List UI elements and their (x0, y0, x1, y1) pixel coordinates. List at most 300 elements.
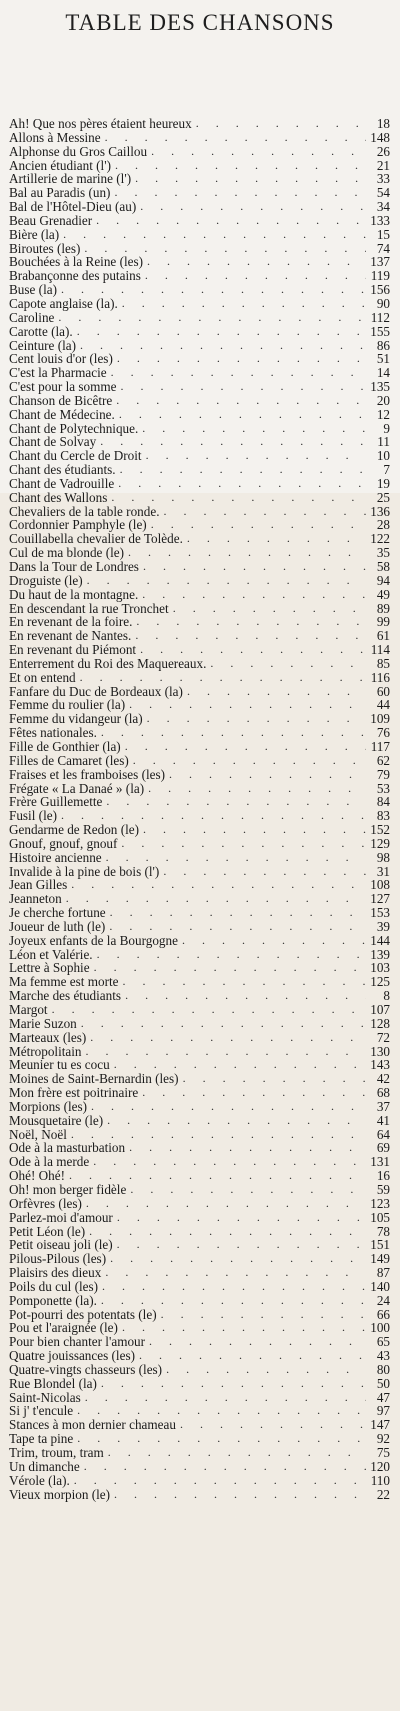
page-number: 47 (376, 1389, 390, 1405)
dot-leader (71, 878, 366, 892)
page-number: 43 (376, 1348, 390, 1364)
dot-leader (120, 463, 366, 477)
toc-entry (9, 975, 390, 989)
page-number: 37 (376, 1098, 390, 1114)
toc-entry (9, 1460, 390, 1474)
song-title: Morpions (les) (9, 1098, 88, 1114)
dot-leader (94, 961, 366, 975)
song-title: Si j' t'encule (9, 1403, 74, 1419)
song-title: Joyeux enfants de la Bourgogne (9, 932, 178, 948)
song-title: Du haut de la montagne. (9, 586, 139, 602)
page-number: 117 (370, 738, 390, 754)
dot-leader (147, 255, 366, 269)
dot-leader (89, 1225, 366, 1239)
song-title: Marie Suzon (9, 1015, 77, 1031)
dot-leader (166, 1363, 366, 1377)
song-title: Chant des étudiants. (9, 462, 116, 478)
song-title: Chant du Cercle de Droit (9, 448, 142, 464)
dot-leader (101, 1377, 366, 1391)
toc-entry (9, 712, 390, 726)
toc-entry (9, 1391, 390, 1405)
dot-leader (85, 1391, 366, 1405)
table-of-contents (9, 117, 390, 1501)
dot-leader (52, 1003, 366, 1017)
page-number: 25 (376, 489, 390, 505)
song-title: Un dimanche (9, 1458, 80, 1474)
song-title: Cordonnier Pamphyle (le) (9, 517, 147, 533)
dot-leader (151, 518, 366, 532)
song-title: C'est pour la somme (9, 379, 117, 395)
toc-entry (9, 1308, 390, 1322)
page-number: 143 (370, 1057, 390, 1073)
dot-leader (108, 1446, 366, 1460)
toc-entry (9, 463, 390, 477)
dot-leader (90, 1031, 366, 1045)
dot-leader (139, 1349, 366, 1363)
dot-leader (107, 1114, 366, 1128)
page-number: 103 (370, 960, 390, 976)
toc-entry (9, 906, 390, 920)
dot-leader (105, 131, 366, 145)
page-number: 69 (376, 1140, 390, 1156)
song-title: Joueur de luth (le) (9, 918, 106, 934)
page-number: 151 (370, 1237, 390, 1253)
page-number: 18 (376, 116, 390, 131)
page-number: 99 (376, 614, 390, 630)
song-title: Chevaliers de la table ronde. (9, 503, 160, 519)
toc-entry (9, 1155, 390, 1169)
page-number: 60 (376, 683, 390, 699)
dot-leader (97, 948, 366, 962)
toc-entry (9, 615, 390, 629)
song-title: Quatre jouissances (les) (9, 1348, 135, 1364)
toc-entry (9, 269, 390, 283)
page-number: 136 (370, 503, 390, 519)
page-number: 26 (376, 143, 390, 159)
song-title: Jean Gilles (9, 877, 68, 893)
song-title: Ceinture (la) (9, 337, 77, 353)
song-title: Gnouf, gnouf, gnouf (9, 835, 118, 851)
dot-leader (143, 823, 366, 837)
page-number: 78 (376, 1223, 390, 1239)
page-number: 64 (376, 1126, 390, 1142)
toc-entry (9, 1432, 390, 1446)
toc-entry (9, 602, 390, 616)
page-number: 87 (376, 1265, 390, 1281)
song-title: Fêtes nationales. (9, 725, 97, 741)
toc-entry (9, 1294, 390, 1308)
song-title: Bouchées à la Reine (les) (9, 254, 144, 270)
toc-entry (9, 435, 390, 449)
page-number: 123 (370, 1195, 390, 1211)
dot-leader (114, 186, 366, 200)
toc-entry (9, 1197, 390, 1211)
song-title: Bal de l'Hôtel-Dieu (au) (9, 199, 137, 215)
song-title: Biroutes (les) (9, 240, 81, 256)
toc-entry (9, 1114, 390, 1128)
dot-leader (161, 1308, 366, 1322)
page-title: TABLE DES CHANSONS (65, 10, 335, 35)
song-title: C'est la Pharmacie (9, 365, 107, 381)
dot-leader (114, 1058, 366, 1072)
song-title: Bal au Paradis (un) (9, 185, 111, 201)
song-title: Bière (la) (9, 226, 60, 242)
song-title: Chant des Wallons (9, 489, 108, 505)
toc-entry (9, 242, 390, 256)
dot-leader (140, 200, 366, 214)
dot-leader (146, 449, 366, 463)
page-number: 94 (376, 572, 390, 588)
toc-entry (9, 117, 390, 131)
page-number: 34 (376, 199, 390, 215)
dot-leader (110, 1252, 366, 1266)
toc-entry (9, 560, 390, 574)
page-number: 152 (370, 822, 390, 838)
toc-entry (9, 200, 390, 214)
toc-entry (9, 1031, 390, 1045)
song-title: Je cherche fortune (9, 905, 106, 921)
page-number: 28 (376, 517, 390, 533)
dot-leader (100, 435, 366, 449)
song-title: Quatre-vingts chasseurs (les) (9, 1361, 163, 1377)
page-number: 11 (377, 434, 390, 450)
toc-entry (9, 159, 390, 173)
song-title: Moines de Saint-Bernardin (les) (9, 1071, 179, 1087)
song-title: Femme du vidangeur (la) (9, 711, 143, 727)
page-number: 19 (376, 475, 390, 491)
toc-entry (9, 228, 390, 242)
toc-entry (9, 145, 390, 159)
dot-leader (80, 339, 366, 353)
page-number: 24 (376, 1292, 390, 1308)
toc-entry (9, 422, 390, 436)
dot-leader (109, 920, 366, 934)
page-number: 65 (376, 1334, 390, 1350)
dot-leader (77, 1432, 366, 1446)
toc-entry (9, 726, 390, 740)
toc-entry (9, 1446, 390, 1460)
song-title: Poils du cul (les) (9, 1278, 99, 1294)
toc-entry (9, 1363, 390, 1377)
dot-leader (84, 1460, 366, 1474)
dot-leader (86, 1045, 366, 1059)
toc-entry (9, 588, 390, 602)
song-title: Orfèvres (les) (9, 1195, 82, 1211)
toc-entry (9, 1128, 390, 1142)
page-number: 86 (376, 337, 390, 353)
page-number: 155 (370, 323, 390, 339)
dot-leader (122, 297, 366, 311)
toc-entry (9, 283, 390, 297)
page-number: 97 (376, 1403, 390, 1419)
song-title: Gendarme de Redon (le) (9, 822, 139, 838)
song-title: En revenant de Nantes. (9, 628, 132, 644)
page-number: 66 (376, 1306, 390, 1322)
page-number: 129 (370, 835, 390, 851)
song-title: Chant de Médecine. (9, 406, 115, 422)
page-number: 76 (376, 725, 390, 741)
toc-entry (9, 1474, 390, 1488)
toc-entry (9, 505, 390, 519)
toc-entry (9, 989, 390, 1003)
song-title: Vérole (la). (9, 1472, 70, 1488)
dot-leader (151, 145, 366, 159)
page-number: 33 (376, 171, 390, 187)
toc-entry (9, 394, 390, 408)
song-title: Invalide à la pine de bois (l') (9, 863, 160, 879)
dot-leader (180, 1418, 366, 1432)
page-number: 44 (376, 697, 390, 713)
toc-entry (9, 311, 390, 325)
page-number: 90 (376, 295, 390, 311)
song-title: Chanson de Bicêtre (9, 392, 113, 408)
page-number: 7 (383, 462, 390, 478)
toc-entry (9, 892, 390, 906)
toc-entry (9, 214, 390, 228)
song-title: Filles de Camaret (les) (9, 752, 129, 768)
toc-entry (9, 1141, 390, 1155)
page-number: 140 (370, 1278, 390, 1294)
page-number: 130 (370, 1043, 390, 1059)
page-number: 75 (376, 1445, 390, 1460)
song-title: Ancien étudiant (l') (9, 157, 111, 173)
toc-entry (9, 1211, 390, 1225)
page-number: 135 (370, 379, 390, 395)
song-title: Margot (9, 1002, 48, 1017)
page-number: 50 (376, 1375, 390, 1391)
dot-leader (133, 754, 366, 768)
dot-leader (122, 1321, 366, 1335)
song-title: Parlez-moi d'amour (9, 1209, 113, 1225)
dot-leader (80, 671, 366, 685)
dot-leader (58, 311, 366, 325)
song-title: Cent louis d'or (les) (9, 351, 113, 367)
page-number: 15 (376, 226, 390, 242)
dot-leader (116, 394, 366, 408)
dot-leader (61, 283, 366, 297)
page-number: 122 (370, 531, 390, 547)
toc-entry (9, 1488, 390, 1502)
toc-entry (9, 186, 390, 200)
song-title: Léon et Valérie. (9, 946, 93, 962)
song-title: Lettre à Sophie (9, 960, 90, 976)
song-title: Enterrement du Roi des Maquereaux. (9, 655, 207, 671)
page-number: 153 (370, 905, 390, 921)
dot-leader (142, 588, 366, 602)
song-title: Frère Guillemette (9, 794, 103, 810)
song-title: Cul de ma blonde (le) (9, 545, 124, 561)
dot-leader (148, 782, 366, 796)
dot-leader (84, 242, 366, 256)
song-title: Artillerie de marine (l') (9, 171, 132, 187)
page-number: 125 (370, 974, 390, 990)
toc-entry (9, 948, 390, 962)
page-number: 39 (376, 918, 390, 934)
song-title: Couillabella chevalier de Tolède. (9, 531, 183, 547)
song-title: Brabançonne des putains (9, 268, 141, 284)
song-title: Trim, troum, tram (9, 1445, 104, 1460)
song-title: Carotte (la). (9, 323, 73, 339)
song-title: Histoire ancienne (9, 849, 102, 865)
dot-leader (169, 768, 366, 782)
dot-leader (66, 892, 366, 906)
page-number: 120 (370, 1458, 390, 1474)
page-number: 53 (376, 780, 390, 796)
page-number: 14 (376, 365, 390, 381)
toc-entry (9, 131, 390, 145)
toc-entry (9, 380, 390, 394)
dot-leader (81, 1017, 366, 1031)
dot-leader (111, 491, 366, 505)
song-title: Pilous-Pilous (les) (9, 1251, 107, 1267)
page-number: 89 (376, 600, 390, 616)
toc-entry (9, 865, 390, 879)
dot-leader (164, 505, 367, 519)
song-title: Ode à la merde (9, 1154, 90, 1170)
dot-leader (86, 1197, 366, 1211)
toc-entry (9, 352, 390, 366)
dot-leader (196, 117, 366, 131)
dot-leader (125, 989, 366, 1003)
page-number: 147 (370, 1417, 390, 1433)
toc-entry (9, 1377, 390, 1391)
song-title: Jeanneton (9, 891, 62, 907)
dot-leader (149, 1335, 366, 1349)
dot-leader (129, 698, 366, 712)
song-title: En descendant la rue Tronchet (9, 600, 169, 616)
dot-leader (69, 1169, 366, 1183)
dot-leader (210, 657, 366, 671)
toc-entry (9, 1045, 390, 1059)
song-title: Ma femme est morte (9, 974, 119, 990)
dot-leader (77, 325, 366, 339)
song-title: Tape ta pine (9, 1431, 74, 1447)
page-number: 59 (376, 1181, 390, 1197)
song-title: Noël, Noël (9, 1126, 67, 1142)
song-title: Marteaux (les) (9, 1029, 87, 1045)
song-title: Marche des étudiants (9, 988, 122, 1004)
song-title: Fille de Gonthier (la) (9, 738, 121, 754)
toc-entry (9, 685, 390, 699)
page-number: 22 (376, 1486, 390, 1502)
page-number: 68 (376, 1085, 390, 1101)
dot-leader (183, 1072, 366, 1086)
dot-leader (114, 1488, 366, 1502)
page-number: 119 (370, 268, 390, 284)
dot-leader (74, 1474, 366, 1488)
dot-leader (87, 574, 366, 588)
page-number: 61 (376, 628, 390, 644)
song-title: Petit oiseau joli (le) (9, 1237, 113, 1253)
toc-entry (9, 657, 390, 671)
toc-entry (9, 449, 390, 463)
dot-leader (91, 1100, 366, 1114)
song-title: Beau Grenadier (9, 212, 93, 228)
toc-entry (9, 532, 390, 546)
song-title: En revenant du Piémont (9, 642, 137, 658)
dot-leader (136, 615, 366, 629)
toc-entry (9, 1225, 390, 1239)
toc-entry (9, 255, 390, 269)
page-number: 54 (376, 185, 390, 201)
toc-entry (9, 768, 390, 782)
song-title: Saint-Nicolas (9, 1389, 81, 1405)
dot-leader (105, 1266, 366, 1280)
song-title: Pour bien chanter l'amour (9, 1334, 146, 1350)
page-number: 105 (370, 1209, 390, 1225)
page-number: 41 (376, 1112, 390, 1128)
toc-entry (9, 823, 390, 837)
song-title: Métropolitain (9, 1043, 82, 1059)
song-title: Fanfare du Duc de Bordeaux (la) (9, 683, 183, 699)
song-title: Rue Blondel (la) (9, 1375, 97, 1391)
toc-entry (9, 1404, 390, 1418)
toc-entry (9, 1183, 390, 1197)
toc-entry (9, 809, 390, 823)
dot-leader (128, 546, 366, 560)
song-title: Ode à la masturbation (9, 1140, 126, 1156)
dot-leader (187, 685, 366, 699)
toc-entry (9, 408, 390, 422)
page-number: 110 (370, 1472, 390, 1488)
song-title: Ah! Que nos pères étaient heureux (9, 116, 192, 131)
dot-leader (142, 1086, 366, 1100)
song-title: Et on entend (9, 669, 76, 685)
song-title: Mon frère est poitrinaire (9, 1085, 139, 1101)
song-title: Chant de Solvay (9, 434, 97, 450)
page-number: 148 (370, 129, 390, 145)
dot-leader (61, 809, 366, 823)
page-number: 79 (376, 766, 390, 782)
toc-entry (9, 1003, 390, 1017)
dot-leader (125, 740, 366, 754)
page-number: 74 (376, 240, 390, 256)
song-title: Fraises et les framboises (les) (9, 766, 166, 782)
page-number: 92 (376, 1431, 390, 1447)
toc-entry (9, 1252, 390, 1266)
song-title: Oh! mon berger fidèle (9, 1181, 127, 1197)
song-title: Pomponette (la). (9, 1292, 97, 1308)
page-number: 139 (370, 946, 390, 962)
page-number: 98 (376, 849, 390, 865)
dot-leader (117, 1238, 366, 1252)
song-title: Petit Léon (le) (9, 1223, 86, 1239)
toc-entry (9, 1169, 390, 1183)
page-number: 127 (370, 891, 390, 907)
page-number: 112 (370, 309, 390, 325)
song-title: Fusil (le) (9, 808, 57, 824)
page-number: 108 (370, 877, 390, 893)
page-number: 12 (376, 406, 390, 422)
dot-leader (101, 1294, 366, 1308)
page-number: 131 (370, 1154, 390, 1170)
song-title: Femme du roulier (la) (9, 697, 126, 713)
page-number: 10 (376, 448, 390, 464)
dot-leader (187, 532, 366, 546)
page-number: 31 (376, 863, 390, 879)
dot-leader (121, 837, 366, 851)
dot-leader (182, 934, 366, 948)
dot-leader (71, 1128, 366, 1142)
song-title: Frégate « La Danaé » (la) (9, 780, 145, 796)
toc-entry (9, 366, 390, 380)
toc-entry (9, 574, 390, 588)
song-title: Capote anglaise (la). (9, 295, 118, 311)
page-number: 21 (376, 157, 390, 173)
toc-entry (9, 1280, 390, 1294)
toc-entry (9, 920, 390, 934)
page-number: 72 (376, 1029, 390, 1045)
